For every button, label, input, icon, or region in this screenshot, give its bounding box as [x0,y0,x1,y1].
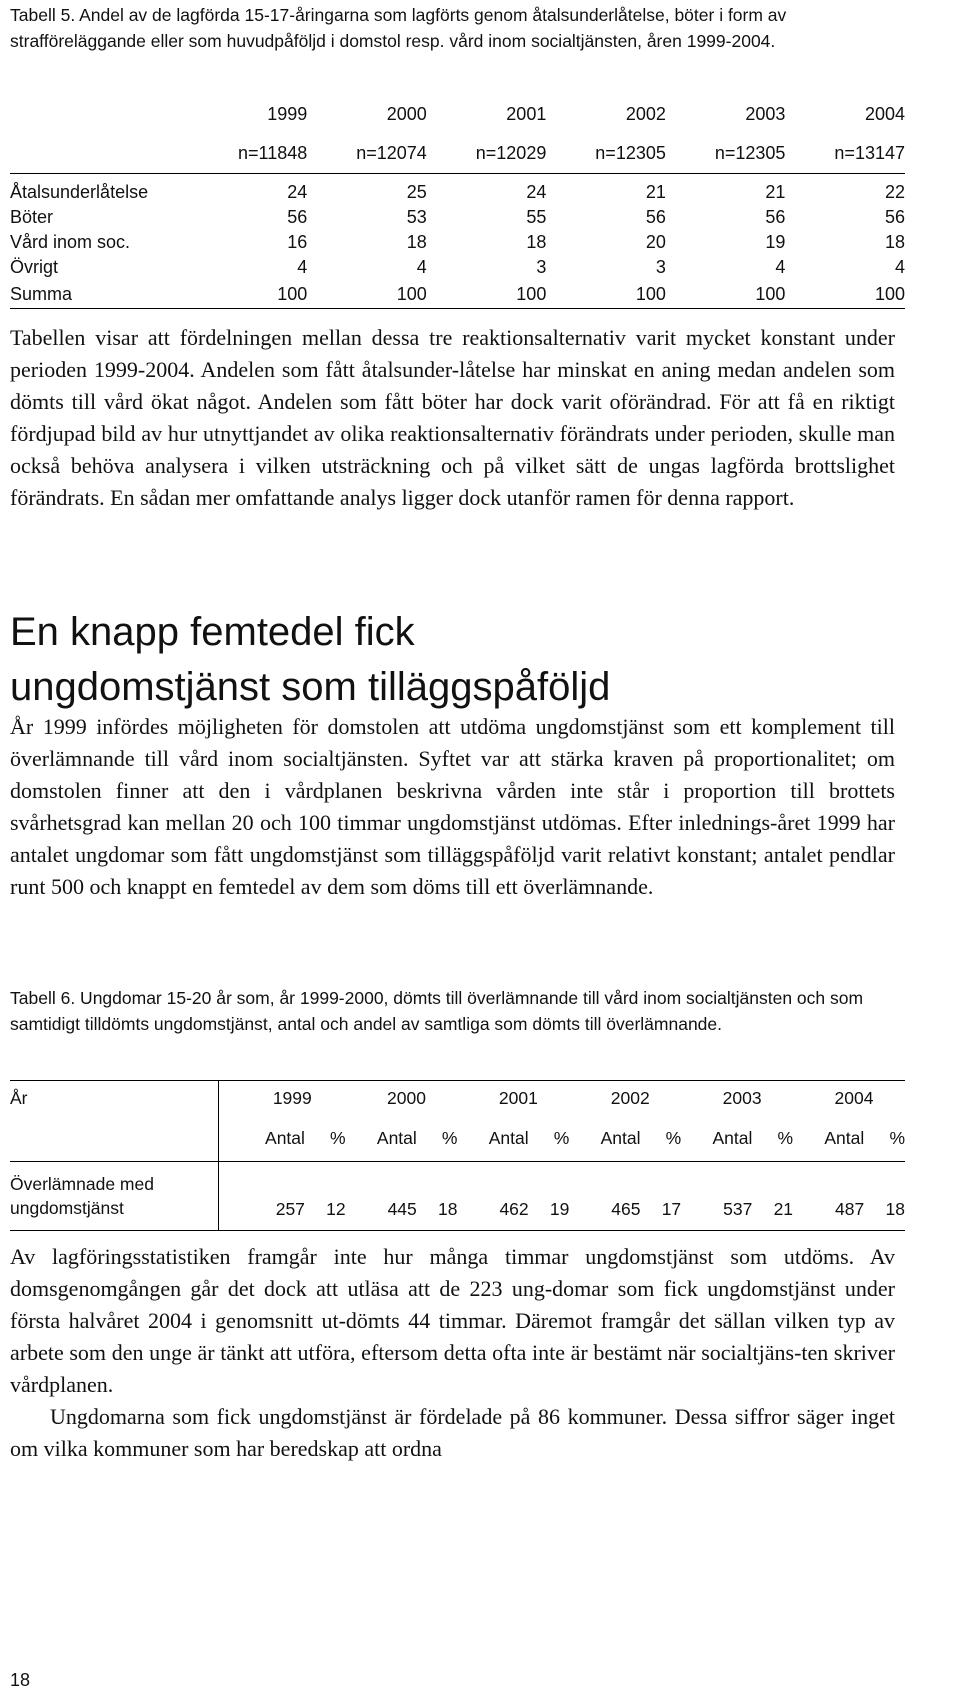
table6-year-row [10,1081,905,1116]
table6-row-label [10,1162,218,1231]
paragraph-text: Av lagföringsstatistiken framgår inte hur många timmar ungdomstjänst som utdöms. Av domsgenomgången går det dock att utläsa att de 223 ung-domar som fick ungdomstjänst under första halvåret 2004 i genomsnitt ut-dömts 44 timmar. Däremot framgår det sällan vilken typ av arbete som den unge är tänkt att utföra, eftersom detta ofta inte är bestämt när socialtjäns-ten skriver vårdplanen. [10,1244,895,1397]
table-row [10,1162,905,1231]
table6-year: 2000 [346,1081,458,1116]
table6-year: 2003 [681,1081,793,1116]
table5-cell: 3 [655,257,666,277]
table-row [10,180,905,205]
table6-pct-header: % [665,1127,682,1148]
table5-cell: 18 [526,232,547,252]
table5-year: 2004 [864,103,905,124]
table6-pct-header: % [441,1127,458,1148]
table5-cell: 19 [765,232,786,252]
table5-row-label: Övrigt [10,257,59,277]
table5-cell: 56 [884,207,905,227]
body-paragraph-2 [10,711,895,903]
table6-pct-header: % [889,1127,905,1148]
table5-n-row [10,133,905,174]
table6-antal-header: Antal [488,1127,529,1148]
table6-cell: 445 [346,1162,417,1231]
table5-cell: 25 [406,182,427,202]
table5-corner [10,95,190,133]
table5-n: n=12305 [595,142,666,163]
table5-cell: 56 [765,207,786,227]
table6-pct-header: % [553,1127,570,1148]
table6-cell: 537 [681,1162,752,1231]
table5-n: n=12074 [356,142,427,163]
body-paragraph-3 [10,1241,895,1465]
table5-cell: 56 [287,207,308,227]
table5-n: n=12305 [714,142,786,163]
table5-cell: 22 [884,182,905,202]
paragraph-text: Tabellen visar att fördelningen mellan dessa tre reaktionsalternativ varit mycket konstant under perioden 1999-2004. Andelen som fått åtalsunder-låtelse har minskat en aning medan andelen som dömts till vård ökat något. Andelen som fått böter har dock varit oförändrad. För att få en riktigt fördjupad bild av hur utnyttjandet av olika reaktionsalternativ förändrats under perioden, skulle man också behöva analysera i vilken utsträckning och på vilket sätt de ungas lagförda brottslighet förändrats. En sådan mer omfattande analys ligger dock utanför ramen för denna rapport. [10,325,895,510]
table5-cell: 4 [775,257,786,277]
table6-year: 2001 [457,1081,569,1116]
table6-antal-header: Antal [376,1127,417,1148]
table5-cell: 18 [406,232,427,252]
table6-pct-header: % [330,1127,346,1148]
table6-cell: 487 [793,1162,864,1231]
table-row [10,230,905,255]
table6-cell: 19 [529,1162,570,1231]
table-row [10,280,905,309]
table5-n: n=12029 [475,142,547,163]
table6-antal-header: Antal [265,1127,305,1148]
section-heading: En knapp femtedel fick ungdomstjänst som tilläggspåföljd [10,610,611,709]
table6-pct-header: % [777,1127,794,1148]
table6-year: 2004 [793,1081,905,1116]
table6-caption [10,985,890,1037]
table5-cell: 21 [645,182,666,202]
table5-n: n=11848 [238,142,308,163]
table6-antal-header: Antal [712,1127,753,1148]
table5-cell: 20 [645,232,666,252]
table5-cell: 55 [526,207,547,227]
table6-year: 2002 [569,1081,681,1116]
table5-cell: 100 [307,280,427,309]
table5-cell: 18 [884,232,905,252]
table6-cell: 18 [864,1162,905,1231]
table6-cell: 18 [417,1162,458,1231]
table6-cell: 257 [218,1162,304,1231]
table5-cell: 100 [427,280,547,309]
table5-cell: 24 [526,182,547,202]
table6-subheader-row [10,1115,905,1162]
paragraph-text: År 1999 infördes möjligheten för domstolen att utdöma ungdomstjänst som ett komplement till överlämnande till vård inom socialtjänsten. Syftet var att stärka kraven på proportionalitet; om domstolen finner att den i vårdplanen beskrivna vården inte står i proportion till brottets svårhetsgrad kan mellan 20 och 100 timmar ungdomstjänst utdömas. Efter inlednings-året 1999 har antalet ungdomar som fått ungdomstjänst som tilläggspåföljd varit relativt konstant; antalet pendlar runt 500 och knappt en femtedel av dem som döms till ett överlämnande. [10,714,895,899]
table5-cell: 4 [894,257,905,277]
table5-caption [10,2,890,54]
table6-row-label-line1: Överlämnade med [10,1174,154,1194]
table6-year: 1999 [218,1081,345,1116]
table5-cell: 24 [287,182,308,202]
table6-row-label-line2: ungdomstjänst [10,1198,124,1218]
table5-caption-text: Andel av de lagförda 15-17-åringarna som lagförts genom åtalsunderlåtelse, böter i form av strafföreläggande eller som huvudpåföljd i domstol resp. vård inom socialtjänsten, åren 1999-2004. [10,5,787,51]
table6-cell: 462 [457,1162,528,1231]
table5-cell: 4 [297,257,308,277]
table5-cell: 16 [287,232,308,252]
table5-cell: 53 [406,207,427,227]
table6-cell: 465 [569,1162,640,1231]
table5-year: 2000 [386,103,427,124]
table5-year: 2002 [625,103,666,124]
table5-cell: 100 [546,280,666,309]
table5-year: 2003 [745,103,786,124]
table6 [10,1080,905,1231]
table6-cell: 12 [305,1162,346,1231]
table5-cell: 56 [645,207,666,227]
table6-year-label: År [10,1081,218,1116]
table6-caption-text: Ungdomar 15-20 år som, år 1999-2000, dömts till överlämnande till vård inom socialtjänsten och som samtidigt tilldömts ungdomstjänst, antal och andel av samtliga som dömts till överlämnande. [10,988,864,1034]
table5-cell: 21 [765,182,786,202]
table5-n: n=13147 [834,142,905,163]
table5-row-label: Vård inom soc. [10,232,131,252]
table6-caption-prefix: Tabell 6. [10,988,76,1008]
table5 [10,95,905,309]
table6-cell: 17 [641,1162,682,1231]
body-paragraph-1 [10,322,895,514]
table6-antal-header: Antal [824,1127,865,1148]
paragraph-text: Ungdomarna som fick ungdomstjänst är fördelade på 86 kommuner. Dessa siffror säger inget om vilka kommuner som har beredskap att ordna [10,1404,895,1461]
table5-row-label: Böter [10,207,54,227]
table6-cell: 21 [752,1162,793,1231]
table5-row-label: Åtalsunderlåtelse [10,182,149,202]
table-row [10,205,905,230]
table5-row-label: Summa [10,280,190,309]
table5-cell: 100 [190,280,307,309]
table6-antal-header: Antal [600,1127,641,1148]
table5-cell: 100 [785,280,905,309]
table-row [10,255,905,280]
table5-caption-prefix: Tabell 5. [10,5,76,25]
table5-year: 1999 [267,103,308,124]
table5-cell: 100 [666,280,786,309]
table5-year-row [10,95,905,133]
table5-year: 2001 [506,103,547,124]
table5-cell: 3 [536,257,547,277]
page-number: 18 [10,1670,31,1690]
table5-cell: 4 [416,257,427,277]
